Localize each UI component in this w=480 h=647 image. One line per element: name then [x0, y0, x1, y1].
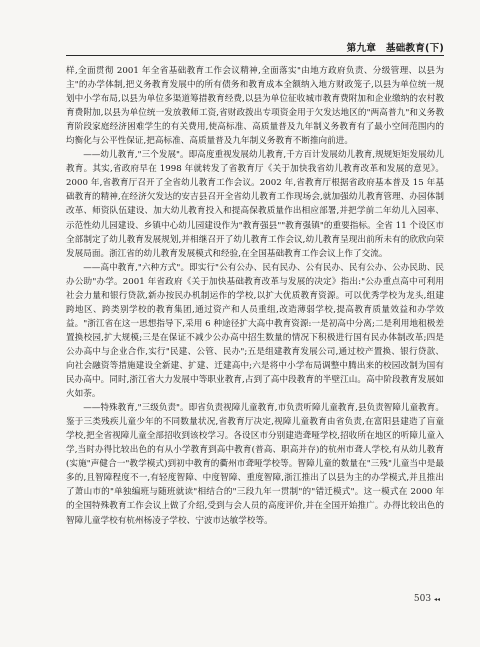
paragraph: ——特殊教育,"三级负责"。即省负责视障儿童教育,市负责听障儿童教育,县负责智障儿童教育。鉴于三类残疾儿童少年的不同数量状况,省教育厅决定,视障儿童教育由省负责,在富阳县建造了盲童学校,把全省视障儿童全部招收到该校学习。各设区市分别建造聋哑学校,招收所在地区的听障儿童入学,当时办得比较出色的有从小学教育到高中教育(普高、职高并存)的杭州市聋人学校,有从幼儿教育(实施"声健合一"教学模式)到初中教育的衢州市聋哑学校等。智障儿童的数量在"三残"儿童当中是最多的,且智障程度不一,有轻度智障、中度智障、重度智障,浙江推出了以县为主的办学模式,并且推出了萧山市的"单独编班与随班就读"相结合的"三段九年一贯制"的"错迁模式"。这一模式在 2000 年的全国特殊教育工作会议上做了介绍,受到与会人员的高度评价,并在全国开始推广。办得比较出色的智障儿童学校有杭州杨凌子学校、宁波市达敏学校等。 [66, 403, 444, 526]
paragraph: ——高中教育,"六种方式"。即实行"公有公办、民有民办、公有民办、民有公办、公办民助、民办公助"办学。2001 年省政府《关于加快基础教育改革与发展的决定》指出:"公办重点高中可利用社会力量和银行贷款,新办按民办机制运作的学校,以扩大优质教育资源。可以优秀学校为龙头,组建跨地区、跨类别学校的教育集团,通过资产和人员重组,改造薄弱学校,提高教育质量效益和办学效益。"浙江省在这一思想指导下,采用 6 种途径扩大高中教育资源:一是初高中分离;二是利用地租极差置换校园,扩大规模;三是在保证不减少公办高中招生数量的情况下积极进行国有民办体制改革;四是公办高中与企业合作,实行"民建、公管、民办";五是组建教育发展公司,通过校产置换、银行贷款、向社会融资等措施建设全新建、扩建、迁建高中;六是将中小学布局调整中腾出来的校园改制为国有民办高中。同时,浙江省大力发展中等职业教育,占到了高中段教育的半壁江山。高中阶段教育发展如火如荼。 [66, 262, 444, 400]
paragraph: ——幼儿教育,"三个发展"。即高度重视发展幼儿教育,千方百计发展幼儿教育,规规矩矩发展幼儿教育。其实,省政府早在 1998 年就转发了省教育厅《关于加快我省幼儿教育改革和发展的意见》。2000 年,省教育厅召开了全省幼儿教育工作会议。2002 年,省教育厅根据省政府基本普及 15 年基础教育的精神,在经济欠发达的安吉县召开全省幼儿教育工作现场会,就加强幼儿教育管理、办园体制改革、师资队伍建设、加大幼儿教育投入和提高保教质量作出相应部署,并把学前二年幼儿入园率、示范性幼儿园建设、乡镇中心幼儿园建设作为"教育强县""教育强镇"的重要指标。全省 11 个设区市全部制定了幼儿教育发展规划,并相继召开了幼儿教育工作会议,幼儿教育呈现出前所未有的欣欣向荣发展局面。浙江省的幼儿教育发展模式和经验,在全国基础教育工作会议上作了交流。 [66, 150, 444, 259]
header-rule [66, 55, 444, 56]
running-head: 第九章 基础教育(下) [346, 43, 444, 54]
page-number-block [414, 594, 440, 604]
page-mark: ◂◂ [433, 596, 440, 603]
paragraph: 样,全面贯彻 2001 年全省基础教育工作会议精神,全面落实"由地方政府负责、分级管理、以县为主"的办学体制,把义务教育发展中的所有债务和教育成本全额纳入地方财政笼子,以县为单位统一规划中小学布局,以县为单位多渠道筹措教育经费,以县为单位征收城市教育费附加和企业缴纳的农村教育费附加,以县为单位统一发放教师工资,省财政拨出专项资金用于欠发达地区的"两高普九"和义务教育阶段家庭经济困难学生的有关费用,使高标准、高质量普及九年制义务教育有了最小空间范围内的均衡化与公平性保证,把高标准、高质量普及九年制义务教育不断推向前进。 [66, 66, 444, 147]
body-text [66, 64, 444, 528]
page-number: 503 [413, 594, 432, 604]
page-header [66, 40, 444, 56]
